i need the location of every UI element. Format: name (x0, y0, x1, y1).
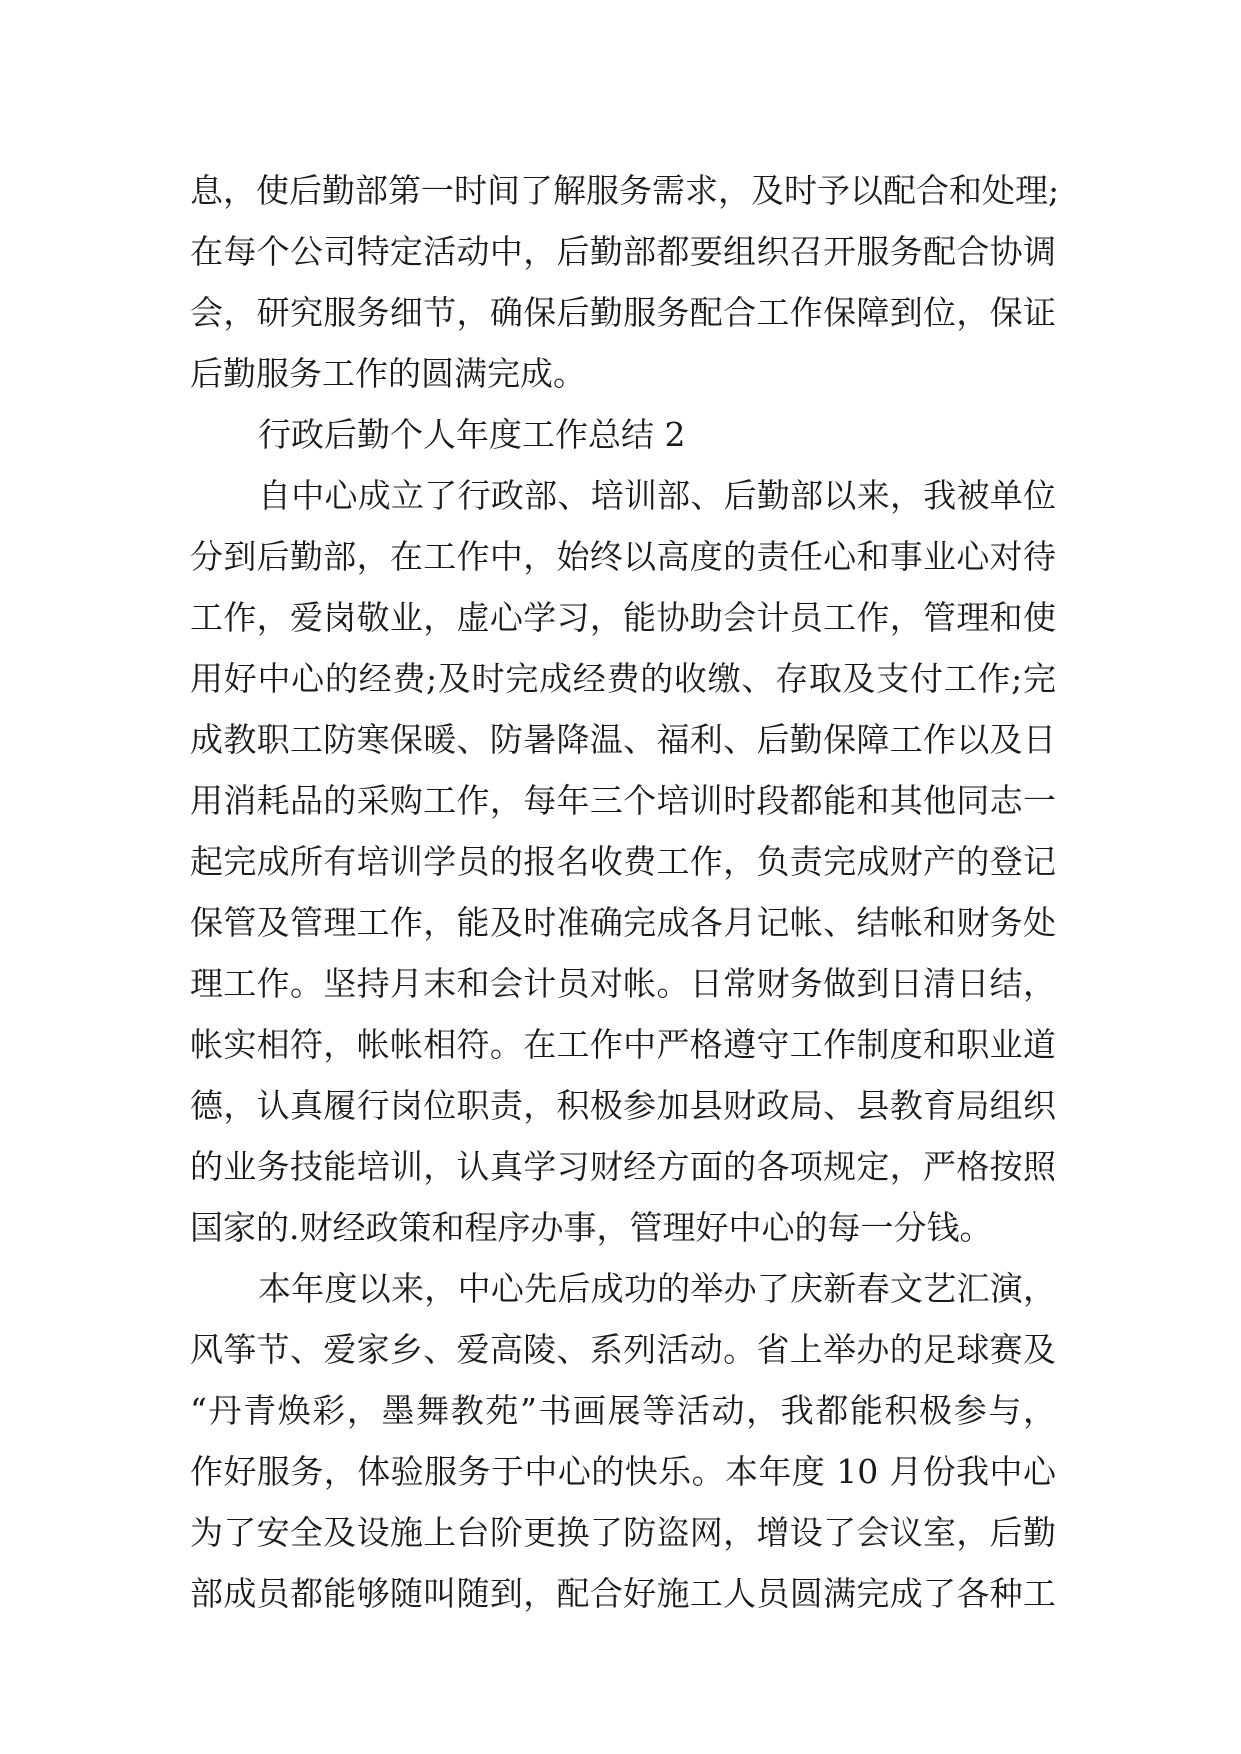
paragraph1-line-12: 的业务技能培训，认真学习财经方面的各项规定，严格按照 (190, 1147, 1056, 1186)
paragraph2-line-5: 为了安全及设施上台阶更换了防盗网，增设了会议室，后勤 (190, 1513, 1056, 1552)
paragraph2-line-4: 作好服务，体验服务于中心的快乐。本年度 10 月份我中心 (190, 1452, 1056, 1491)
paragraph2-line-3: “丹青焕彩，墨舞教苑”书画展等活动，我都能积极参与， (190, 1391, 1056, 1430)
paragraph1-line-3: 工作，爱岗敬业，虚心学习，能协助会计员工作，管理和使 (190, 598, 1056, 637)
paragraph1-line-5: 成教职工防寒保暖、防暑降温、福利、后勤保障工作以及日 (190, 720, 1056, 759)
paragraph1-line-1: 自中心成立了行政部、培训部、后勤部以来，我被单位 (258, 476, 1056, 515)
paragraph1-line-4: 用好中心的经费;及时完成经费的收缴、存取及支付工作;完 (190, 659, 1056, 698)
paragraph1-line-6: 用消耗品的采购工作，每年三个培训时段都能和其他同志一 (190, 781, 1056, 820)
section-title: 行政后勤个人年度工作总结 2 (258, 415, 686, 454)
continuation-line-4: 后勤服务工作的圆满完成。 (190, 354, 586, 393)
continuation-line-2: 在每个公司特定活动中，后勤部都要组织召开服务配合协调 (190, 232, 1056, 271)
paragraph1-line-8: 保管及管理工作，能及时准确完成各月记帐、结帐和财务处 (190, 903, 1056, 942)
paragraph2-line-2: 风筝节、爱家乡、爱高陵、系列活动。省上举办的足球赛及 (190, 1330, 1056, 1369)
continuation-line-1: 息，使后勤部第一时间了解服务需求，及时予以配合和处理; (190, 171, 1060, 210)
paragraph1-line-2: 分到后勤部，在工作中，始终以高度的责任心和事业心对待 (190, 537, 1056, 576)
paragraph1-line-10: 帐实相符，帐帐相符。在工作中严格遵守工作制度和职业道 (190, 1025, 1056, 1064)
continuation-line-3: 会，研究服务细节，确保后勤服务配合工作保障到位，保证 (190, 293, 1056, 332)
paragraph1-line-11: 德，认真履行岗位职责，积极参加县财政局、县教育局组织 (190, 1086, 1056, 1125)
paragraph1-line-7: 起完成所有培训学员的报名收费工作，负责完成财产的登记 (190, 842, 1056, 881)
document-body (190, 160, 1060, 1624)
paragraph1-line-13: 国家的.财经政策和程序办事，管理好中心的每一分钱。 (190, 1208, 993, 1247)
paragraph2-line-6: 部成员都能够随叫随到，配合好施工人员圆满完成了各种工 (190, 1574, 1056, 1613)
paragraph1-line-9: 理工作。坚持月末和会计员对帐。日常财务做到日清日结， (190, 964, 1056, 1003)
paragraph2-line-1: 本年度以来，中心先后成功的举办了庆新春文艺汇演， (258, 1269, 1056, 1308)
